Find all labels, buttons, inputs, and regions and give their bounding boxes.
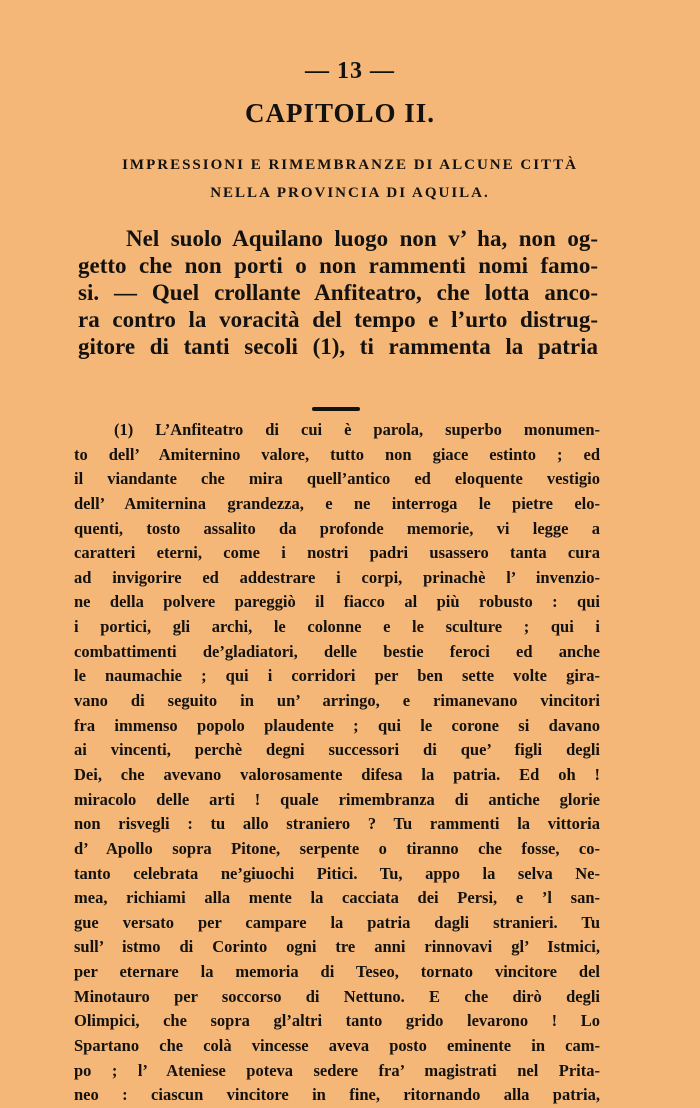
footnote-separator [312,407,360,411]
chapter-subtitle-line: IMPRESSIONI E RIMEMBRANZE DI ALCUNE CITTÀ [122,157,578,173]
footnote-line: ad invigorire ed addestrare i corpi, prinachè l’ invenzio- [74,567,600,587]
footnote-line: miracolo delle arti ! quale rimembranza di antiche glorie [74,789,600,809]
footnote-line: gue versato per campare la patria dagli stranieri. Tu [74,912,600,932]
footnote-line: neo : ciascun vincitore in fine, ritornando alla patria, [74,1085,600,1105]
footnote-line: Spartano che colà vincesse aveva posto eminente in cam- [74,1036,600,1056]
footnote-line: il viandante che mira quell’antico ed eloquente vestigio [74,469,600,489]
footnote-line: (1) L’Anfiteatro di cui è parola, superbo monumen- [114,420,600,439]
footnote-line: sull’ istmo di Corinto ogni tre anni rinnovavi gl’ Istmici, [74,937,600,957]
footnote-line: Olimpici, che sopra gl’altri tanto grido levarono ! Lo [74,1011,600,1031]
footnote-line: vano di seguito in un’ arringo, e rimanevano vincitori [74,691,600,711]
footnote-line: non risvegli : tu allo straniero ? Tu rammenti la vittoria [74,814,600,834]
chapter-title: CAPITOLO II. [244,98,436,128]
footnote-line: le naumachie ; qui i corridori per ben sette volte gira- [74,666,600,686]
footnote-line: caratteri eterni, come i nostri padri usassero tanta cura [74,543,600,563]
footnote-line: quenti, tosto assalito da profonde memorie, vi legge a [74,518,600,538]
body-line: Nel suolo Aquilano luogo non v’ ha, non og- [126,226,598,251]
footnote-line: Dei, che avevano valorosamente difesa la patria. Ed oh ! [74,764,600,784]
page-number: — 13 — [305,58,395,84]
footnote-line: mea, richiami alla mente la cacciata dei Persi, e ’l san- [74,888,600,908]
footnote-line: dell’ Amiternina grandezza, e ne interroga le pietre elo- [74,493,600,513]
footnote-line: tanto celebrata ne’giuochi Pitici. Tu, appo la selva Ne- [74,863,600,883]
footnote [74,418,600,1108]
footnote-line: i portici, gli archi, le colonne e le sculture ; qui i [74,617,600,637]
footnote-line: ai vincenti, perchè degni successori di que’ figli degli [74,740,600,760]
footnote-line: fra immenso popolo plaudente ; qui le corone si davano [74,715,600,735]
footnote-line: combattimenti de’gladiatori, delle bestie feroci ed anche [74,641,600,661]
footnote-line: d’ Apollo sopra Pitone, serpente o tiranno che fosse, co- [74,838,600,858]
body-paragraph [78,225,598,360]
footnote-line: po ; l’ Ateniese poteva sedere fra’ magistrati nel Prita- [74,1060,600,1080]
footnote-line: Minotauro per soccorso di Nettuno. E che dirò degli [74,986,600,1006]
chapter-subtitle-line: NELLA PROVINCIA DI AQUILA. [210,185,490,201]
body-line: getto che non porti o non rammenti nomi famo- [78,253,598,278]
body-line: si. — Quel crollante Anfiteatro, che lotta anco- [78,280,598,305]
body-line: gitore di tanti secoli (1), ti rammenta la patria [78,334,598,359]
footnote-line: per eternare la memoria di Teseo, tornato vincitore del [74,962,600,982]
body-line: ra contro la voracità del tempo e l’urto distrug- [78,307,598,332]
footnote-line: ne della polvere pareggiò il fiacco al più robusto : qui [74,592,600,612]
footnote-line: to dell’ Amiternino valore, tutto non giace estinto ; ed [74,444,600,464]
